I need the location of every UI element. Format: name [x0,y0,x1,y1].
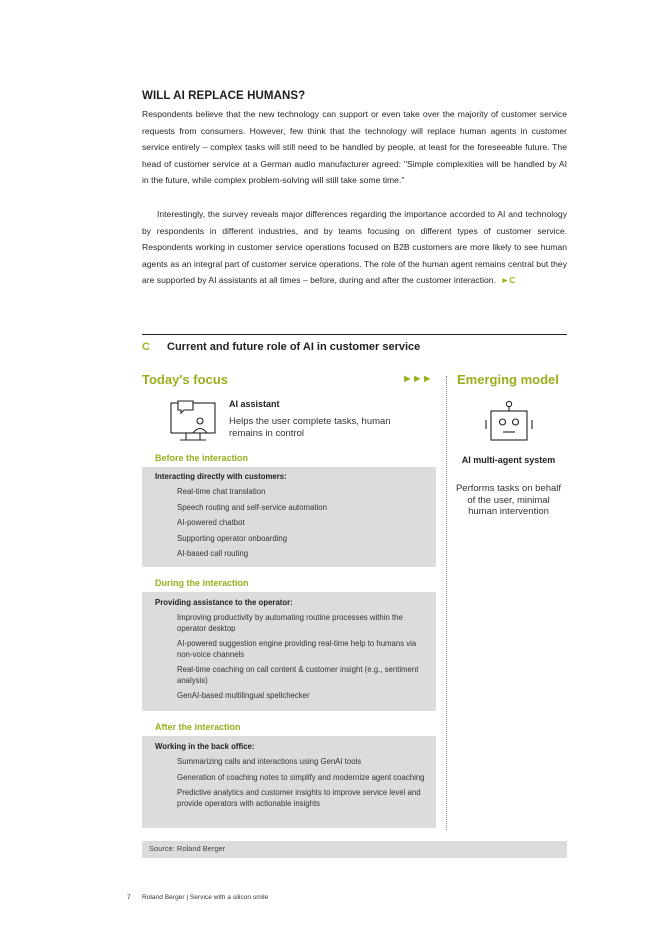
list-item: Speech routing and self-service automation [177,502,327,512]
list-item: Supporting operator onboarding [177,533,288,543]
section-heading: WILL AI REPLACE HUMANS? [142,90,306,102]
figure-reference[interactable]: ►C [500,275,516,286]
list-item: Real-time coaching on call content & customer insight (e.g., sentiment analysis) [177,665,419,685]
list-item: Summarizing calls and interactions using GenAI tools [177,757,362,766]
phase-after-box-heading: Working in the back office: [155,742,255,751]
figure-title: Current and future role of AI in customer service [167,341,421,353]
multi-agent-title: AI multi-agent system [461,455,556,465]
figure-top-rule [142,334,567,335]
paragraph-2 [142,206,567,289]
list-item: AI-powered suggestion engine providing real-time help to humans via non-voice channels [177,639,417,659]
list-item: Predictive analytics and customer insights to improve service level and provide operators with actionable insights [177,788,421,808]
phase-during-box [142,592,436,711]
phase-before-box [142,467,436,567]
emerging-model-heading: Emerging model [457,372,559,387]
multi-agent-description: Performs tasks on behalf of the user, minimal human intervention [455,483,562,517]
ai-assistant-description: Helps the user complete tasks, human remains in control [229,416,391,439]
phase-before-label: Before the interaction [155,453,249,463]
list-item: AI-powered chatbot [177,518,245,527]
phase-after-label: After the interaction [155,722,241,732]
column-divider [446,376,447,830]
robot-icon [484,400,534,449]
phase-during-label: During the interaction [155,578,249,588]
todays-focus-heading: Today's focus [142,372,228,387]
list-item: Real-time chat translation [177,487,266,496]
figure-letter: C [142,341,150,353]
computer-user-chat-icon [168,400,220,449]
list-item: Improving productivity by automating routine processes within the operator desktop [177,613,403,633]
list-item: GenAI-based multilingual spellchecker [177,691,310,700]
list-item: AI-based call routing [177,549,249,558]
paragraph-2-text: Interestingly, the survey reveals major differences regarding the importance accorded to AI and technology by respondents in different industries, and by teams focusing on different types of customer service. Respondents working in customer service operations focused on B2B customers are more likely to see human agents as an integral part of customer service operations. The role of the human agent remains central but they are supported by AI assistants at all times – before, during and after the customer interaction. [142,209,567,286]
list-item: Generation of coaching notes to simplify and modernize agent coaching [177,772,425,782]
footer-publication: Roland Berger | Service with a silicon smile [142,894,269,901]
page-number: 7 [127,894,131,901]
figure-source: Source: Roland Berger [142,841,567,858]
phase-after-box [142,736,436,828]
arrows-icon: ►►► [402,373,432,385]
phase-before-box-heading: Interacting directly with customers: [155,472,287,481]
ai-assistant-title: AI assistant [229,399,280,409]
paragraph-1: Respondents believe that the new technology can support or even take over the majority of customer service requests from consumers. However, few think that the technology will replace human agents in customer service entirely – complex tasks will still need to be handled by people, at least for the foreseeable future. The head of customer service at a German audio manufacturer agreed: "Simple complexities will be handled by AI in the future, while complex problem-solving will still take some time." [142,109,567,186]
phase-during-box-heading: Providing assistance to the operator: [155,598,293,607]
